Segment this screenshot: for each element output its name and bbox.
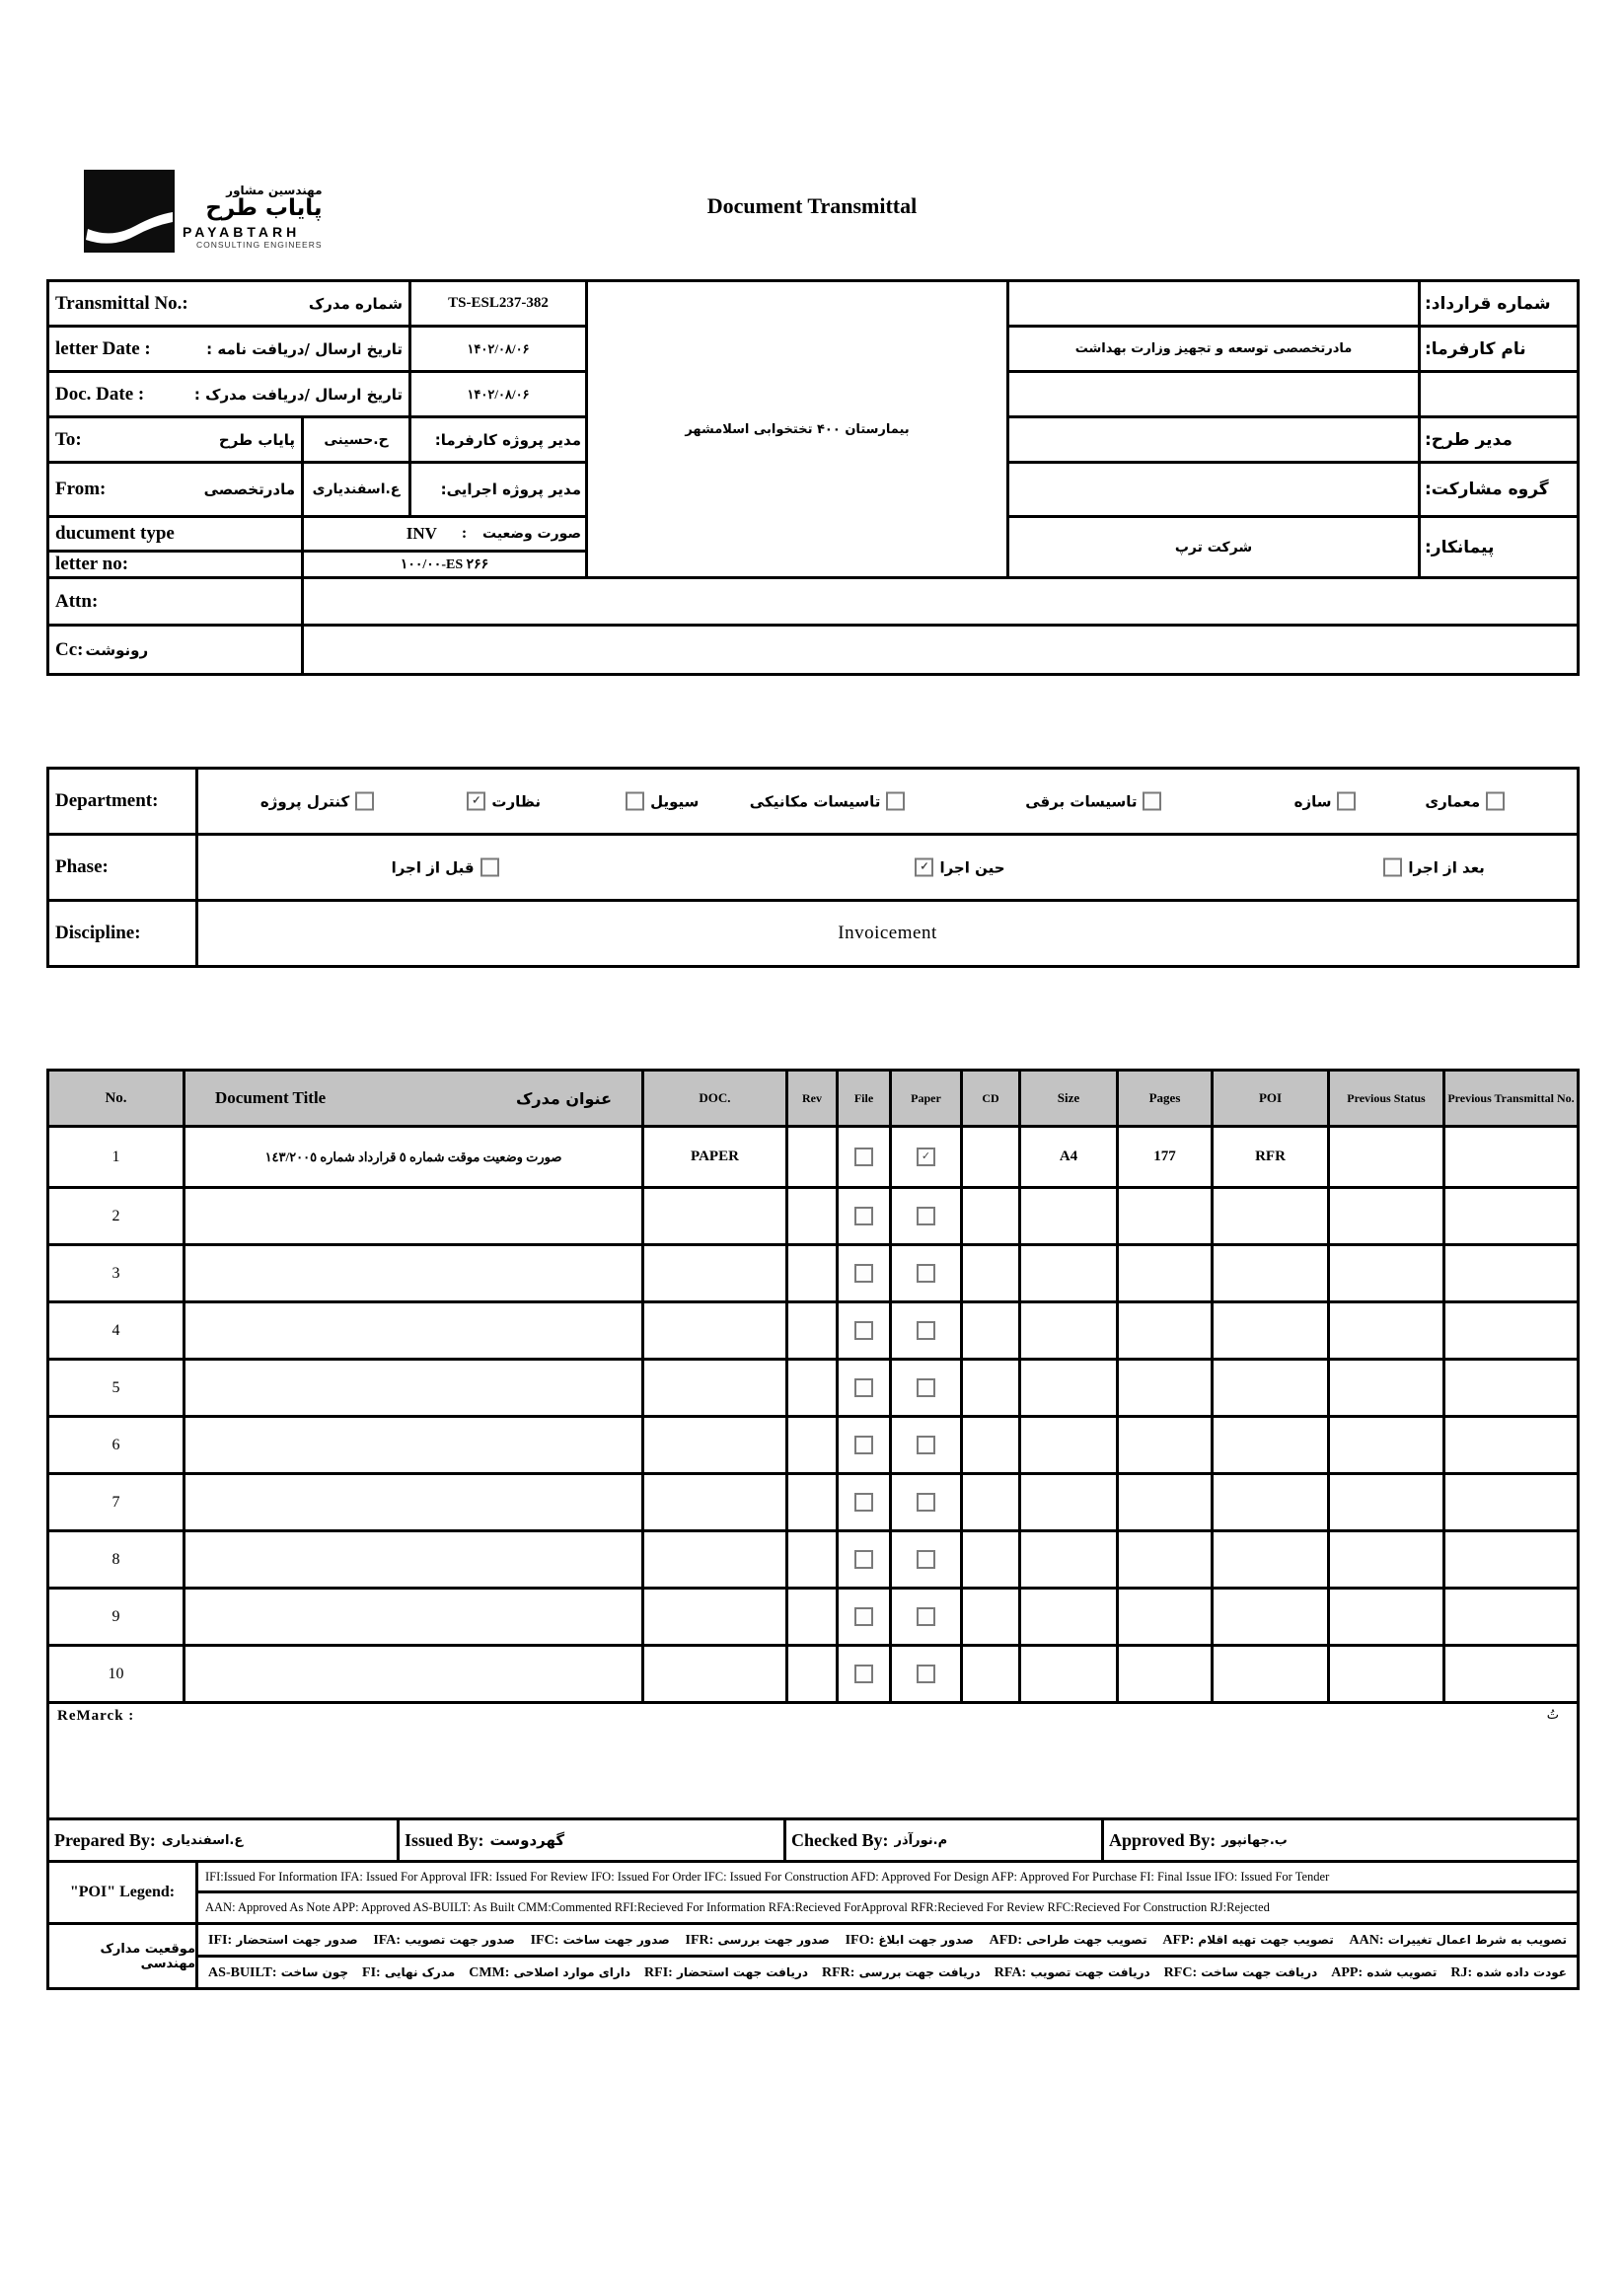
checkbox-unchecked[interactable] [1383,858,1402,877]
doc-row-cell [1021,1189,1116,1243]
doc-row-cell [963,1590,1018,1644]
checklist-item [1294,792,1357,811]
checkbox-unchecked[interactable] [854,1493,873,1512]
doc-row-cell [892,1128,960,1186]
poi-legend-fa-pair: صدور جهت بررسی :IFR [685,1933,830,1948]
checkbox-unchecked[interactable] [917,1207,935,1225]
doc-row-cell [185,1475,641,1529]
doc-row-cell [1214,1590,1327,1644]
prepared-by-cell: Prepared By: ع.اسفندیاری [49,1820,397,1860]
checklist-item-label: تاسیسات برقی [1025,792,1138,810]
poi-legend-table [46,1860,1580,1925]
cc-value [304,627,1577,673]
checkbox-unchecked[interactable] [854,1550,873,1569]
doc-row-cell [963,1303,1018,1358]
discipline-label: Discipline: [49,902,195,965]
checklist-item [467,792,541,811]
doc-row-cell [1445,1361,1577,1415]
doc-row-cell [1021,1418,1116,1472]
checklist-item-label: تاسیسات مکانیکی [749,792,881,810]
col-header-no: No. [49,1072,183,1125]
doc-row-cell [1021,1303,1116,1358]
checklist-item-label: حین اجرا [939,858,1005,876]
doc-row-cell [788,1532,836,1587]
doc-row-cell [839,1647,889,1701]
doc-row-cell [644,1303,785,1358]
doc-row-cell [1330,1647,1442,1701]
page-title: Document Transmittal [706,193,918,218]
poi-legend-label: "POI" Legend: [49,1863,195,1922]
col-header-prev-transmittal: Previous Transmittal No. [1445,1072,1577,1125]
to-label: To: پایاب طرح [49,418,301,461]
doc-row-cell [644,1647,785,1701]
doc-row-cell: PAPER [644,1128,785,1186]
doc-row-cell [644,1361,785,1415]
doc-row-cell [963,1418,1018,1472]
doc-date-value: ۱۴۰۲/۰۸/۰۶ [411,373,585,415]
doc-row-cell [1214,1418,1327,1472]
poi-legend-fa-pair: دریافت جهت بررسی :RFR [822,1965,981,1980]
transmittal-info-table [46,279,1580,676]
checkbox-unchecked[interactable] [917,1607,935,1626]
poi-legend-fa-pair: دریافت جهت استحضار :RFI [644,1965,808,1980]
doc-row-cell [1330,1303,1442,1358]
doc-row-cell: 9 [49,1590,183,1644]
col-header-title: Document Title عنوان مدرک [185,1072,641,1125]
doc-row-cell [185,1246,641,1300]
checklist-item [392,858,499,877]
doc-row-cell [1119,1590,1211,1644]
doc-row-cell [644,1532,785,1587]
doc-row-cell [963,1532,1018,1587]
contractor-value: شرکت ترپ [1009,518,1418,576]
doc-row-cell [185,1361,641,1415]
doc-row-cell [1445,1246,1577,1300]
doc-row-cell [1021,1532,1116,1587]
doc-row-cell [892,1647,960,1701]
doc-row-cell [644,1475,785,1529]
attn-label: Attn: [49,579,301,624]
doc-row-cell [1445,1418,1577,1472]
checklist-item-label: سیویل [650,792,700,810]
doc-row-cell [1214,1532,1327,1587]
poi-legend-fa-pair: صدور جهت ساخت :IFC [530,1933,670,1948]
doc-row-cell [1119,1361,1211,1415]
checkbox-unchecked[interactable] [854,1436,873,1454]
doc-row-cell [644,1246,785,1300]
checkbox-unchecked[interactable] [1337,792,1356,811]
brand-en-name: PAYABTARH [183,224,301,240]
checkbox-unchecked[interactable] [917,1321,935,1340]
doc-row-cell [892,1303,960,1358]
doc-row-cell [1119,1647,1211,1701]
poi-legend-fa-line1 [198,1925,1577,1955]
checklist-item [626,792,699,811]
checklist-item-label: نظارت [491,792,541,810]
jv-group-label: گروه مشارکت: [1421,464,1577,515]
doc-row-cell: A4 [1021,1128,1116,1186]
project-manager-label: مدیر طرح: [1421,418,1577,461]
doc-row-cell [644,1189,785,1243]
doc-row-cell [892,1532,960,1587]
doc-row-cell [788,1590,836,1644]
checkbox-unchecked[interactable] [917,1436,935,1454]
doc-row-cell [1021,1361,1116,1415]
empty-cell [1421,373,1577,415]
checkbox-checked[interactable]: ✓ [467,792,485,811]
doc-row-cell [185,1303,641,1358]
remark-label: ReMarck : [57,1708,135,1724]
doc-row-cell [788,1475,836,1529]
poi-legend-fa-line2 [198,1958,1577,1987]
doc-row-cell [1330,1189,1442,1243]
checklist-item-label: کنترل پروژه [259,792,350,810]
checklist-item-label: قبل از اجرا [391,858,475,876]
col-header-prev-status: Previous Status [1330,1072,1442,1125]
attn-value [304,579,1577,624]
poi-legend-fa-pair: دارای موارد اصلاحی :CMM [469,1965,631,1980]
empty-cell [1009,373,1418,415]
doc-row-cell [1214,1361,1327,1415]
checkbox-unchecked[interactable] [917,1665,935,1683]
checkbox-unchecked[interactable] [917,1550,935,1569]
col-header-size: Size [1021,1072,1116,1125]
letter-no-value: ۱۰۰/۰۰-ES ۲۶۶ [304,553,585,576]
doc-row-cell [892,1361,960,1415]
doc-row-cell: 6 [49,1418,183,1472]
checkbox-checked[interactable]: ✓ [917,1148,935,1166]
checklist-item-label: بعد از اجرا [1408,858,1485,876]
doc-row-cell [1445,1475,1577,1529]
doc-row-cell [1330,1418,1442,1472]
phase-checklist [198,836,1577,899]
transmittal-no-value: TS-ESL237-382 [411,282,585,325]
checklist-item-label: معماری [1425,792,1481,810]
jv-group-value [1009,464,1418,515]
document-type-value: INV : صورت وضعیت [304,518,585,550]
doc-row-cell [839,1189,889,1243]
doc-row-cell [185,1189,641,1243]
doc-row-cell: 7 [49,1475,183,1529]
poi-legend-fa-label: موقعیت مدارک مهندسی [49,1925,195,1987]
doc-row-cell [1214,1647,1327,1701]
checklist-item [1025,792,1161,811]
client-name-value: مادرتخصصی توسعه و تجهیز وزارت بهداشت [1009,328,1418,370]
checkbox-unchecked[interactable] [1143,792,1161,811]
from-person-value: ع.اسفندیاری [304,464,408,515]
doc-row-cell: 1 [49,1128,183,1186]
doc-row-cell [1445,1189,1577,1243]
doc-row-cell [892,1475,960,1529]
document-type-label: ducument type [49,518,301,550]
checkbox-unchecked[interactable] [854,1665,873,1683]
checklist-item [1425,792,1505,811]
doc-row-cell [839,1418,889,1472]
doc-row-cell [1119,1532,1211,1587]
document-list-table [46,1069,1580,1820]
doc-row-cell [1214,1475,1327,1529]
poi-legend-fa-pair: تصویب جهت تهیه اقلام :AFP [1162,1933,1334,1948]
checklist-item [915,858,1004,877]
doc-row-cell [1119,1246,1211,1300]
checkbox-unchecked[interactable] [886,792,905,811]
poi-legend-fa-pair: چون ساخت :AS-BUILT [208,1965,349,1980]
doc-row-cell [1330,1128,1442,1186]
doc-row-cell [839,1303,889,1358]
doc-row-cell [1021,1246,1116,1300]
doc-row-cell [788,1361,836,1415]
doc-row-cell [1330,1590,1442,1644]
checkbox-unchecked[interactable] [917,1493,935,1512]
col-header-rev: Rev [788,1072,836,1125]
exec-pm-role-label: مدیر پروژه اجرایی: [411,464,585,515]
doc-row-cell [839,1475,889,1529]
doc-row-cell [1330,1532,1442,1587]
contract-no-value [1009,282,1418,325]
doc-row-cell [788,1128,836,1186]
doc-row-cell [892,1418,960,1472]
doc-row-cell [963,1189,1018,1243]
poi-legend-fa-pair: تصویب شده :APP [1331,1965,1438,1980]
client-pm-role-label: مدیر پروژه کارفرما: [411,418,585,461]
letter-date-label: letter Date : تاریخ ارسال /دریافت نامه : [49,328,408,370]
doc-row-cell: 177 [1119,1128,1211,1186]
doc-row-cell [1445,1532,1577,1587]
poi-legend-fa-pair: دریافت جهت ساخت :RFC [1163,1965,1318,1980]
doc-row-cell [892,1246,960,1300]
checkbox-unchecked[interactable] [1486,792,1505,811]
checkbox-unchecked[interactable] [854,1148,873,1166]
project-manager-value [1009,418,1418,461]
issued-by-cell: Issued By: گهردوست [400,1820,783,1860]
doc-row-cell [788,1418,836,1472]
doc-row-cell [963,1647,1018,1701]
checked-by-cell: Checked By: م.نورآذر [786,1820,1101,1860]
contractor-label: پیمانکار: [1421,518,1577,576]
cc-label: Cc: رونوشت [49,627,301,673]
remark-row [49,1704,1577,1817]
doc-row-cell [1214,1303,1327,1358]
department-label: Department: [49,770,195,833]
poi-legend-fa-pair: دریافت جهت تصویب :RFA [994,1965,1150,1980]
doc-row-cell: 8 [49,1532,183,1587]
doc-row-cell: 5 [49,1361,183,1415]
letter-no-label: letter no: [49,553,301,576]
doc-row-cell [1119,1189,1211,1243]
doc-row-cell: RFR [1214,1128,1327,1186]
checkbox-unchecked[interactable] [355,792,374,811]
transmittal-no-label: Transmittal No.: شماره مدرک [49,282,408,325]
doc-row-cell [1330,1246,1442,1300]
doc-row-cell [788,1303,836,1358]
doc-row-cell [1445,1303,1577,1358]
checkbox-unchecked[interactable] [917,1378,935,1397]
doc-row-cell [1021,1647,1116,1701]
doc-row-cell [185,1590,641,1644]
remark-mark: تُ [1546,1708,1559,1723]
doc-row-cell: 4 [49,1303,183,1358]
checklist-item [260,792,374,811]
doc-row-cell: 3 [49,1246,183,1300]
col-header-paper: Paper [892,1072,960,1125]
doc-row-cell [185,1647,641,1701]
project-name-cell: بیمارستان ۴۰۰ تختخوابی اسلامشهر [588,282,1006,576]
col-header-poi: POI [1214,1072,1327,1125]
doc-row-cell [1330,1361,1442,1415]
doc-row-cell [839,1590,889,1644]
doc-row-cell [839,1246,889,1300]
doc-row-cell [788,1647,836,1701]
letter-date-value: ۱۴۰۲/۰۸/۰۶ [411,328,585,370]
doc-row-cell: 10 [49,1647,183,1701]
doc-row-cell [963,1475,1018,1529]
doc-row-cell: صورت وضعیت موقت شماره ٥ قرارداد شماره ١٤٣/٢٠٠٥ [185,1128,641,1186]
doc-row-cell [839,1532,889,1587]
checkbox-unchecked[interactable] [480,858,499,877]
doc-row-cell [963,1246,1018,1300]
poi-legend-line2: AAN: Approved As Note APP: Approved AS-BUILT: As Built CMM:Commented RFI:Recieved For Information RFA:Recieved ForApproval RFR:Recieved For Review RFC:Recieved For Construction RJ:Rejected [198,1893,1577,1922]
poi-legend-fa-pair: صدور جهت ابلاغ :IFO [845,1933,974,1948]
checkbox-unchecked[interactable] [917,1264,935,1283]
from-label: From: مادرتخصصی [49,464,301,515]
doc-row-cell [644,1418,785,1472]
doc-row-cell [1021,1590,1116,1644]
checkbox-unchecked[interactable] [854,1264,873,1283]
doc-row-cell [839,1361,889,1415]
checkbox-unchecked[interactable] [854,1607,873,1626]
brand-fa-name: پایاب طرح [205,195,323,221]
brand-en-sub: CONSULTING ENGINEERS [196,240,323,250]
checklist-item [750,792,906,811]
phase-label: Phase: [49,836,195,899]
approved-by-cell: Approved By: ب.جهانپور [1104,1820,1577,1860]
doc-row-cell [1119,1475,1211,1529]
doc-row-cell [1214,1189,1327,1243]
poi-legend-line1: IFI:Issued For Information IFA: Issued For Approval IFR: Issued For Review IFO: Issued For Order IFC: Issued For Construction AFD: Approved For Design AFP: Approved For Purchase FI: Final Issue IFO: Issued For Tender [198,1863,1577,1890]
doc-row-cell [1445,1128,1577,1186]
doc-row-cell [1330,1475,1442,1529]
signature-row [46,1817,1580,1863]
doc-date-label: Doc. Date : تاریخ ارسال /دریافت مدرک : [49,373,408,415]
doc-row-cell [1445,1590,1577,1644]
checkbox-unchecked[interactable] [626,792,644,811]
col-header-doc: DOC. [644,1072,785,1125]
checklist-item [1383,858,1484,877]
doc-row-cell [963,1361,1018,1415]
checklist-item-label: سازه [1293,792,1332,810]
col-header-cd: CD [963,1072,1018,1125]
poi-legend-fa-table [46,1922,1580,1990]
doc-row-cell [892,1189,960,1243]
poi-legend-fa-pair: صدور جهت استحضار :IFI [208,1933,358,1948]
client-name-label: نام کارفرما: [1421,328,1577,370]
brand-fa-tagline: مهندسین مشاور [226,184,323,197]
doc-row-cell [644,1590,785,1644]
doc-row-cell [1119,1303,1211,1358]
poi-legend-fa-pair: مدرک نهایی :FI [362,1965,456,1980]
doc-row-cell [1445,1647,1577,1701]
doc-row-cell [1021,1475,1116,1529]
doc-row-cell [1214,1246,1327,1300]
poi-legend-fa-pair: تصویب جهت طراحی :AFD [989,1933,1147,1948]
doc-row-cell [1119,1418,1211,1472]
checkbox-checked[interactable]: ✓ [915,858,933,877]
department-checklist [198,770,1577,833]
doc-row-cell: 2 [49,1189,183,1243]
doc-row-cell [788,1189,836,1243]
checkbox-unchecked[interactable] [854,1321,873,1340]
doc-row-cell [839,1128,889,1186]
discipline-value: Invoicement [198,902,1577,965]
poi-legend-fa-pair: عودت داده شده :RJ [1450,1965,1567,1980]
doc-row-cell [185,1418,641,1472]
checkbox-unchecked[interactable] [854,1207,873,1225]
checkbox-unchecked[interactable] [854,1378,873,1397]
classification-table [46,767,1580,968]
doc-row-cell [963,1128,1018,1186]
col-header-pages: Pages [1119,1072,1211,1125]
col-header-file: File [839,1072,889,1125]
to-person-value: ح.حسینی [304,418,408,461]
doc-row-cell [185,1532,641,1587]
poi-legend-fa-pair: تصویب به شرط اعمال تغییرات :AAN [1349,1933,1567,1948]
doc-row-cell [892,1590,960,1644]
contract-no-label: شماره قرارداد: [1421,282,1577,325]
poi-legend-fa-pair: صدور جهت تصویب :IFA [373,1933,515,1948]
doc-row-cell [788,1246,836,1300]
